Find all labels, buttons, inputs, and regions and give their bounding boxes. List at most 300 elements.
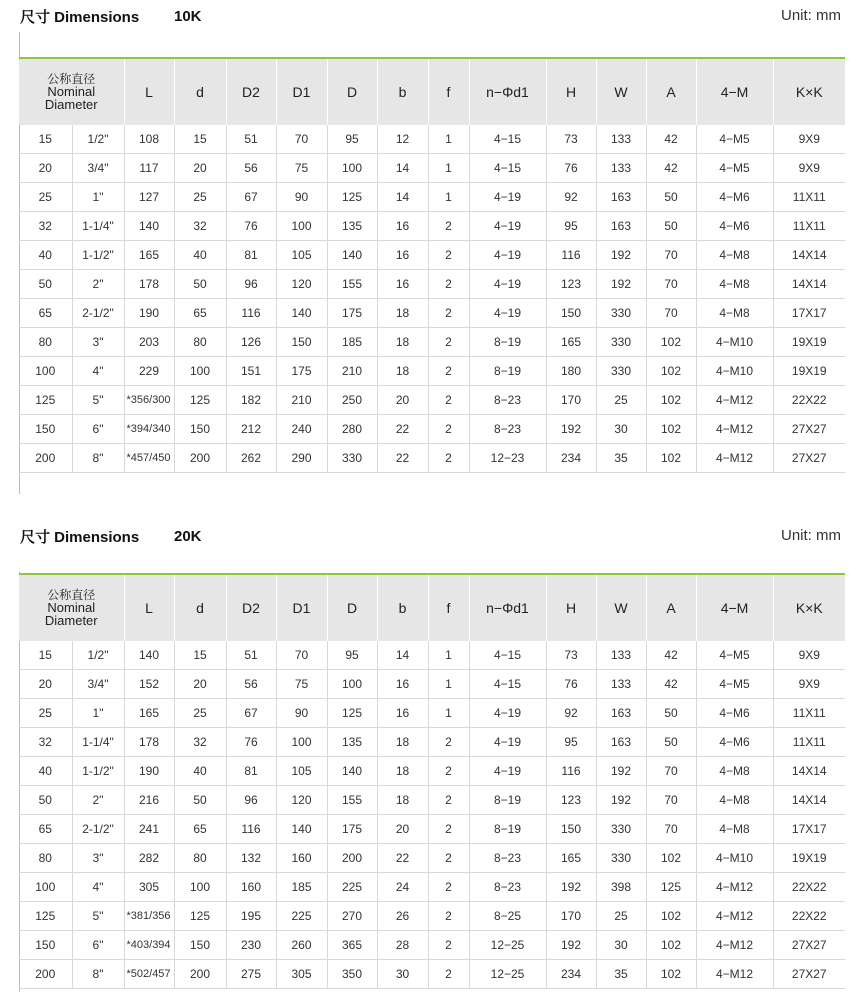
table-cell: 1 — [428, 154, 469, 183]
table-cell: 116 — [226, 815, 276, 844]
table-cell: 17X17 — [773, 815, 845, 844]
table-row — [19, 154, 845, 183]
table-cell: 100 — [276, 212, 327, 241]
table-cell: 2 — [428, 299, 469, 328]
table-cell: 140 — [276, 299, 327, 328]
table-cell: 132 — [226, 844, 276, 873]
table-cell: 2 — [428, 328, 469, 357]
table-cell: 1 — [428, 125, 469, 154]
table-row — [19, 699, 845, 728]
table-cell: 27X27 — [773, 415, 845, 444]
table-cell: 123 — [546, 270, 596, 299]
table-cell: 76 — [546, 670, 596, 699]
table-cell: 73 — [546, 125, 596, 154]
table-cell: 330 — [596, 815, 646, 844]
dimensions-table — [19, 57, 845, 473]
table-cell: 96 — [226, 786, 276, 815]
table-cell: 270 — [327, 902, 377, 931]
table-cell: 5" — [72, 902, 124, 931]
table-cell: 50 — [646, 212, 696, 241]
table-cell: 2 — [428, 212, 469, 241]
table-cell: 12−25 — [469, 931, 546, 960]
table-cell: 50 — [19, 786, 72, 815]
table-cell: 67 — [226, 183, 276, 212]
table-cell: 51 — [226, 641, 276, 670]
table-cell: 4−15 — [469, 154, 546, 183]
table-cell: 125 — [327, 183, 377, 212]
table-cell: 80 — [19, 328, 72, 357]
table-cell: 25 — [596, 386, 646, 415]
table-cell: 70 — [646, 270, 696, 299]
table-cell: 56 — [226, 670, 276, 699]
table-cell: 28 — [377, 931, 428, 960]
column-header: L — [124, 574, 174, 641]
table-cell: 20 — [377, 386, 428, 415]
table-cell: 102 — [646, 931, 696, 960]
column-header: f — [428, 58, 469, 125]
table-cell: 65 — [174, 299, 226, 328]
table-cell: 16 — [377, 699, 428, 728]
header-nominal-line: Nominal — [47, 84, 96, 99]
table-cell: 2 — [428, 444, 469, 473]
table-cell: 200 — [19, 444, 72, 473]
table-cell: 3/4" — [72, 154, 124, 183]
table-cell: 4−M12 — [696, 386, 773, 415]
table-cell: 17X17 — [773, 299, 845, 328]
table-cell: 165 — [546, 844, 596, 873]
table-cell: 4−M5 — [696, 670, 773, 699]
header-nominal-line: 公称直径 — [47, 72, 96, 86]
table-cell: 76 — [226, 728, 276, 757]
table-cell: 330 — [327, 444, 377, 473]
table-row — [19, 728, 845, 757]
table-cell: 1" — [72, 183, 124, 212]
table-cell: 195 — [226, 902, 276, 931]
table-cell: 27X27 — [773, 931, 845, 960]
table-cell: 150 — [174, 415, 226, 444]
table-cell: 116 — [226, 299, 276, 328]
table-cell: 50 — [646, 699, 696, 728]
table-cell: 1/2" — [72, 641, 124, 670]
table-cell: 133 — [596, 125, 646, 154]
table-row — [19, 299, 845, 328]
table-cell: 9X9 — [773, 641, 845, 670]
table-cell: 20 — [174, 670, 226, 699]
table-cell: 12−25 — [469, 960, 546, 989]
table-cell: 140 — [327, 757, 377, 786]
table-cell: 234 — [546, 444, 596, 473]
table-cell: 40 — [19, 757, 72, 786]
table-cell: *457/450 — [124, 444, 174, 473]
table-cell: 4−M12 — [696, 960, 773, 989]
table-cell: 4−M5 — [696, 154, 773, 183]
table-cell: 160 — [276, 844, 327, 873]
table-cell: 40 — [174, 241, 226, 270]
table-cell: 27X27 — [773, 444, 845, 473]
table-cell: *381/356 — [124, 902, 174, 931]
table-cell: 117 — [124, 154, 174, 183]
table-cell: 95 — [546, 728, 596, 757]
table-cell: 100 — [19, 873, 72, 902]
table-cell: 22 — [377, 415, 428, 444]
table-cell: 70 — [646, 757, 696, 786]
table-cell: 6" — [72, 415, 124, 444]
table-cell: 14X14 — [773, 757, 845, 786]
table-cell: 8−25 — [469, 902, 546, 931]
table-cell: 18 — [377, 299, 428, 328]
table-cell: 290 — [276, 444, 327, 473]
table-cell: 70 — [646, 241, 696, 270]
table-cell: 102 — [646, 386, 696, 415]
table-cell: 150 — [546, 299, 596, 328]
table-cell: 262 — [226, 444, 276, 473]
table-cell: 192 — [596, 786, 646, 815]
table-cell: 20 — [19, 154, 72, 183]
table-cell: 2 — [428, 844, 469, 873]
table-cell: 42 — [646, 670, 696, 699]
table-cell: 125 — [646, 873, 696, 902]
table-cell: 42 — [646, 154, 696, 183]
table-cell: 350 — [327, 960, 377, 989]
table-cell: 32 — [19, 728, 72, 757]
table-cell: 75 — [276, 670, 327, 699]
table-row — [19, 786, 845, 815]
table-cell: 8" — [72, 960, 124, 989]
table-cell: 5" — [72, 386, 124, 415]
table-cell: 4" — [72, 873, 124, 902]
table-cell: 2 — [428, 386, 469, 415]
column-header: b — [377, 574, 428, 641]
table-cell: 8−23 — [469, 415, 546, 444]
table-cell: 2 — [428, 931, 469, 960]
table-cell: 4−M8 — [696, 241, 773, 270]
table-cell: 15 — [19, 125, 72, 154]
table-cell: 4−M6 — [696, 699, 773, 728]
table-cell: 305 — [124, 873, 174, 902]
table-cell: 140 — [124, 212, 174, 241]
table-cell: 163 — [596, 699, 646, 728]
table-cell: 92 — [546, 699, 596, 728]
table-cell: 1 — [428, 699, 469, 728]
column-header: K×K — [773, 574, 845, 641]
table-cell: 163 — [596, 183, 646, 212]
table-cell: 102 — [646, 357, 696, 386]
table-cell: 330 — [596, 844, 646, 873]
table-cell: 4−M5 — [696, 641, 773, 670]
table-cell: 32 — [174, 212, 226, 241]
table-cell: 2-1/2" — [72, 815, 124, 844]
table-cell: 16 — [377, 212, 428, 241]
table-cell: 18 — [377, 357, 428, 386]
table-cell: 4−M10 — [696, 844, 773, 873]
table-cell: 234 — [546, 960, 596, 989]
table-cell: 14 — [377, 183, 428, 212]
table-cell: 4−M5 — [696, 125, 773, 154]
table-cell: 192 — [596, 241, 646, 270]
table-cell: 1 — [428, 183, 469, 212]
table-cell: 22X22 — [773, 873, 845, 902]
table-cell: 25 — [174, 699, 226, 728]
table-cell: 26 — [377, 902, 428, 931]
table-row — [19, 386, 845, 415]
table-cell: 225 — [276, 902, 327, 931]
table-cell: 275 — [226, 960, 276, 989]
table-cell: 4−15 — [469, 670, 546, 699]
table-cell: 25 — [596, 902, 646, 931]
table-cell: 102 — [646, 444, 696, 473]
table-cell: 76 — [546, 154, 596, 183]
table-cell: 210 — [276, 386, 327, 415]
table-cell: 12 — [377, 125, 428, 154]
table-cell: 22X22 — [773, 902, 845, 931]
table-cell: 192 — [546, 415, 596, 444]
table-cell: 200 — [174, 444, 226, 473]
table-cell: 18 — [377, 786, 428, 815]
table-cell: 192 — [596, 757, 646, 786]
section-title: 尺寸 Dimensions — [20, 529, 140, 546]
table-row — [19, 328, 845, 357]
column-header: D — [327, 574, 377, 641]
column-header: n−Φd1 — [469, 574, 546, 641]
table-cell: 190 — [124, 299, 174, 328]
table-cell: 192 — [546, 873, 596, 902]
table-cell: 150 — [19, 415, 72, 444]
table-cell: 229 — [124, 357, 174, 386]
column-header: D2 — [226, 58, 276, 125]
table-cell: 65 — [19, 299, 72, 328]
table-cell: 51 — [226, 125, 276, 154]
table-cell: 135 — [327, 728, 377, 757]
column-header: D1 — [276, 574, 327, 641]
table-cell: 19X19 — [773, 844, 845, 873]
table-cell: 192 — [596, 270, 646, 299]
table-cell: 80 — [19, 844, 72, 873]
table-cell: 241 — [124, 815, 174, 844]
table-cell: 96 — [226, 270, 276, 299]
table-cell: 50 — [174, 270, 226, 299]
table-cell: 116 — [546, 241, 596, 270]
table-cell: 2 — [428, 241, 469, 270]
table-cell: 4−19 — [469, 757, 546, 786]
table-cell: 70 — [276, 125, 327, 154]
table-cell: 16 — [377, 241, 428, 270]
table-cell: 2 — [428, 873, 469, 902]
table-cell: 8−19 — [469, 815, 546, 844]
table-cell: 4−M8 — [696, 270, 773, 299]
table-cell: 100 — [327, 670, 377, 699]
column-header: d — [174, 574, 226, 641]
table-cell: 2 — [428, 815, 469, 844]
table-cell: 4−M8 — [696, 299, 773, 328]
table-cell: 8−19 — [469, 786, 546, 815]
table-cell: 22 — [377, 844, 428, 873]
table-cell: 4−M6 — [696, 212, 773, 241]
column-header: L — [124, 58, 174, 125]
table-cell: 50 — [174, 786, 226, 815]
table-cell: 133 — [596, 154, 646, 183]
table-cell: 125 — [174, 386, 226, 415]
table-cell: 160 — [226, 873, 276, 902]
table-cell: 2 — [428, 415, 469, 444]
section-title: 尺寸 Dimensions — [20, 9, 140, 26]
table-cell: 216 — [124, 786, 174, 815]
table-cell: 365 — [327, 931, 377, 960]
header-nominal-diameter — [19, 58, 124, 125]
table-cell: 4−M12 — [696, 415, 773, 444]
table-cell: 170 — [546, 902, 596, 931]
table-cell: 116 — [546, 757, 596, 786]
table-cell: 4−19 — [469, 299, 546, 328]
table-cell: 18 — [377, 728, 428, 757]
table-cell: 50 — [19, 270, 72, 299]
table-cell: 330 — [596, 328, 646, 357]
table-cell: 165 — [546, 328, 596, 357]
table-cell: 330 — [596, 357, 646, 386]
table-cell: 4−M6 — [696, 183, 773, 212]
column-header: K×K — [773, 58, 845, 125]
table-row — [19, 757, 845, 786]
table-cell: 100 — [276, 728, 327, 757]
table-cell: 67 — [226, 699, 276, 728]
table-cell: 125 — [327, 699, 377, 728]
table-cell: 4−M12 — [696, 444, 773, 473]
table-cell: 125 — [19, 902, 72, 931]
table-cell: 120 — [276, 270, 327, 299]
table-cell: 175 — [276, 357, 327, 386]
column-header: H — [546, 58, 596, 125]
table-cell: 155 — [327, 270, 377, 299]
table-cell: 178 — [124, 728, 174, 757]
table-cell: 4−M6 — [696, 728, 773, 757]
table-cell: 32 — [19, 212, 72, 241]
table-cell: 1-1/4" — [72, 212, 124, 241]
table-cell: 102 — [646, 960, 696, 989]
table-cell: 80 — [174, 844, 226, 873]
table-cell: 75 — [276, 154, 327, 183]
table-cell: 22X22 — [773, 386, 845, 415]
unit-label: Unit: mm — [781, 527, 841, 544]
table-cell: 100 — [174, 357, 226, 386]
table-cell: 1 — [428, 670, 469, 699]
table-cell: 40 — [19, 241, 72, 270]
table-cell: 4−M10 — [696, 357, 773, 386]
table-cell: 200 — [174, 960, 226, 989]
header-nominal-line: Diameter — [44, 97, 98, 112]
table-cell: *356/300 — [124, 386, 174, 415]
table-cell: 73 — [546, 641, 596, 670]
table-cell: 8−19 — [469, 328, 546, 357]
table-cell: 18 — [377, 757, 428, 786]
table-cell: 8" — [72, 444, 124, 473]
column-header: f — [428, 574, 469, 641]
table-cell: 19X19 — [773, 328, 845, 357]
table-cell: 200 — [327, 844, 377, 873]
table-cell: 150 — [276, 328, 327, 357]
table-cell: 25 — [19, 699, 72, 728]
table-cell: 105 — [276, 241, 327, 270]
table-cell: 2 — [428, 270, 469, 299]
table-cell: 4−M12 — [696, 873, 773, 902]
table-cell: 100 — [19, 357, 72, 386]
table-cell: 20 — [19, 670, 72, 699]
table-cell: 30 — [596, 931, 646, 960]
table-cell: 133 — [596, 641, 646, 670]
table-cell: 90 — [276, 699, 327, 728]
table-cell: 50 — [646, 728, 696, 757]
table-cell: 305 — [276, 960, 327, 989]
table-cell: 105 — [276, 757, 327, 786]
table-cell: 4−15 — [469, 641, 546, 670]
table-cell: 50 — [646, 183, 696, 212]
table-cell: 260 — [276, 931, 327, 960]
pressure-grade: 10K — [174, 8, 202, 25]
table-row — [19, 902, 845, 931]
table-cell: 9X9 — [773, 125, 845, 154]
table-row — [19, 960, 845, 989]
table-cell: 65 — [174, 815, 226, 844]
table-cell: 180 — [546, 357, 596, 386]
table-cell: 1-1/2" — [72, 241, 124, 270]
table-cell: 8−19 — [469, 357, 546, 386]
table-cell: 185 — [276, 873, 327, 902]
table-row — [19, 931, 845, 960]
table-cell: 30 — [596, 415, 646, 444]
table-cell: 125 — [19, 386, 72, 415]
table-cell: 175 — [327, 299, 377, 328]
table-cell: 95 — [327, 125, 377, 154]
table-cell: 4−19 — [469, 699, 546, 728]
header-nominal-diameter — [19, 574, 124, 641]
table-cell: 102 — [646, 415, 696, 444]
header-row — [19, 574, 845, 641]
table-cell: 70 — [646, 815, 696, 844]
table-row — [19, 641, 845, 670]
table-cell: 56 — [226, 154, 276, 183]
table-cell: 20 — [174, 154, 226, 183]
table-cell: 27X27 — [773, 960, 845, 989]
table-cell: 102 — [646, 328, 696, 357]
table-cell: 133 — [596, 670, 646, 699]
table-cell: 4−M12 — [696, 902, 773, 931]
table-cell: 210 — [327, 357, 377, 386]
table-cell: 2 — [428, 902, 469, 931]
column-header: A — [646, 58, 696, 125]
table-cell: 80 — [174, 328, 226, 357]
table-cell: 6" — [72, 931, 124, 960]
table-row — [19, 241, 845, 270]
table-cell: *394/340 — [124, 415, 174, 444]
table-cell: 4−19 — [469, 183, 546, 212]
table-row — [19, 670, 845, 699]
table-cell: 18 — [377, 328, 428, 357]
table-cell: 4−19 — [469, 212, 546, 241]
table-cell: 81 — [226, 757, 276, 786]
table-cell: 20 — [377, 815, 428, 844]
table-cell: 330 — [596, 299, 646, 328]
table-cell: 15 — [174, 641, 226, 670]
column-header: 4−M — [696, 574, 773, 641]
table-cell: 225 — [327, 873, 377, 902]
table-row — [19, 125, 845, 154]
table-cell: 76 — [226, 212, 276, 241]
table-cell: 2-1/2" — [72, 299, 124, 328]
table-cell: 42 — [646, 125, 696, 154]
table-cell: 95 — [327, 641, 377, 670]
column-header: D1 — [276, 58, 327, 125]
table-cell: 185 — [327, 328, 377, 357]
column-header: b — [377, 58, 428, 125]
table-cell: 3" — [72, 844, 124, 873]
